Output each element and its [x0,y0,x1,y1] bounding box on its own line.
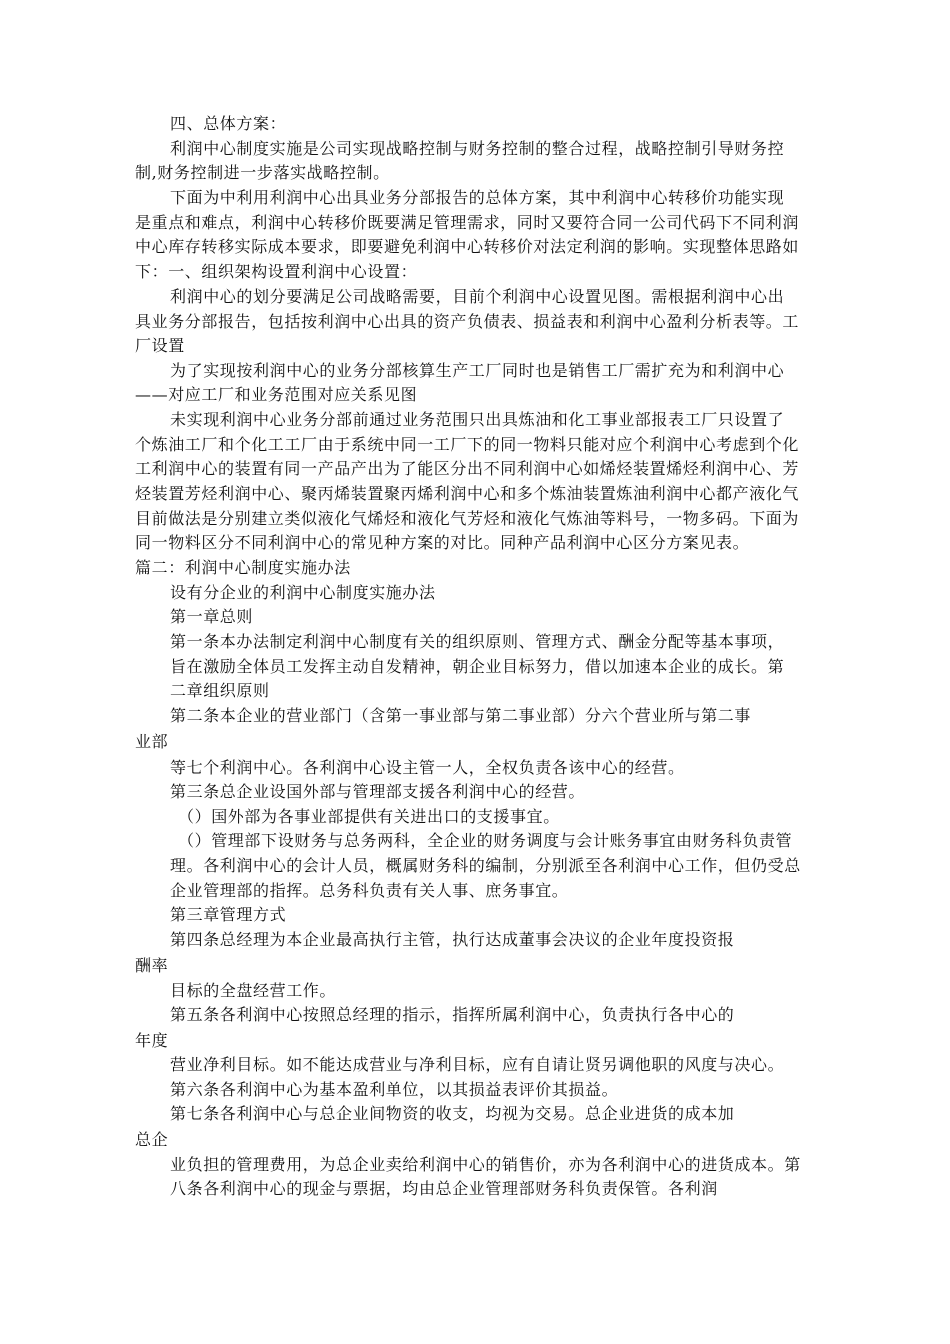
text-line: 目标的全盘经营工作。 [170,981,337,1000]
text-line: 第二条本企业的营业部门（含第一事业部与第二事业部）分六个营业所与第二事 [170,706,752,725]
text-line: 等七个利润中心。各利润中心设主管一人，全权负责各该中心的经营。 [170,758,685,777]
text-line: 为了实现按利润中心的业务分部核算生产工厂同时也是销售工厂需扩充为和利润中心 [170,361,785,380]
text-line: 未实现利润中心业务分部前通过业务范围只出具炼油和化工事业部报表工厂只设置了 [170,410,785,429]
chapter-heading: 第三章管理方式 [170,905,287,924]
text-line: 第四条总经理为本企业最高执行主管，执行达成董事会决议的企业年度投资报 [170,930,735,949]
text-line: 企业管理部的指挥。总务科负责有关人事、庶务事宜。 [170,881,569,900]
section-heading: 篇二：利润中心制度实施办法 [135,558,351,577]
text-line: 年度 [135,1031,169,1050]
section-heading: 四、总体方案： [170,114,287,133]
text-line: 旨在激励全体员工发挥主动自发精神，朝企业目标努力，借以加速本企业的成长。第 [170,657,785,676]
document-title: 设有分企业的利润中心制度实施办法 [170,583,436,602]
text-line: 第一条本办法制定利润中心制度有关的组织原则、管理方式、酬金分配等基本事项， [170,632,785,651]
text-line: 利润中心制度实施是公司实现战略控制与财务控制的整合过程，战略控制引导财务控 [170,139,785,158]
text-line: 总企 [135,1130,169,1149]
text-line: 烃装置芳烃利润中心、聚丙烯装置聚丙烯利润中心和多个炼油装置炼油利润中心都产液化气 [135,484,800,503]
text-line: 酬率 [135,956,169,975]
text-line: 利润中心的划分要满足公司战略需要，目前个利润中心设置见图。需根据利润中心出 [170,287,785,306]
text-line: 营业净利目标。如不能达成营业与净利目标，应有自请让贤另调他职的风度与决心。 [170,1055,785,1074]
text-line: 第五条各利润中心按照总经理的指示，指挥所属利润中心，负责执行各中心的 [170,1005,735,1024]
text-line: 个炼油工厂和个化工工厂由于系统中同一工厂下的同一物料只能对应个利润中心考虑到个化 [135,435,800,454]
text-line: ——对应工厂和业务范围对应关系见图 [135,385,418,404]
text-line: 第六条各利润中心为基本盈利单位，以其损益表评价其损益。 [170,1080,619,1099]
text-line: 业负担的管理费用，为总企业卖给利润中心的销售价，亦为各利润中心的进货成本。第 [170,1155,801,1174]
text-line: 下面为中利用利润中心出具业务分部报告的总体方案，其中利润中心转移价功能实现 [170,188,785,207]
text-line: 理。各利润中心的会计人员，概属财务科的编制，分别派至各利润中心工作，但仍受总 [170,856,801,875]
text-line: （）管理部下设财务与总务两科，全企业的财务调度与会计账务事宜由财务科负责管 [178,831,793,850]
chapter-heading: 第一章总则 [170,607,254,626]
text-line: 厂设置 [135,336,185,355]
text-line: 同一物料区分不同利润中心的常见种方案的对比。同种产品利润中心区分方案见表。 [135,533,750,552]
text-line: 具业务分部报告，包括按利润中心出具的资产负债表、损益表和利润中心盈利分析表等。工 [135,312,800,331]
text-line: 中心库存转移实际成本要求，即要避免利润中心转移价对法定利润的影响。实现整体思路如 [135,237,800,256]
text-line: 制,财务控制进一步落实战略控制。 [135,163,390,182]
text-line: 是重点和难点，利润中心转移价既要满足管理需求，同时又要符合同一公司代码下不同利润 [135,213,800,232]
text-line: 目前做法是分别建立类似液化气烯烃和液化气芳烃和液化气炼油等料号，一物多码。下面为 [135,509,800,528]
text-line: 第三条总企业设国外部与管理部支援各利润中心的经营。 [170,782,586,801]
text-line: 八条各利润中心的现金与票据，均由总企业管理部财务科负责保管。各利润 [170,1179,718,1198]
text-line: （）国外部为各事业部提供有关进出口的支援事宜。 [178,807,560,826]
text-line: 第七条各利润中心与总企业间物资的收支，均视为交易。总企业进货的成本加 [170,1104,735,1123]
text-line: 工利润中心的装置有同一产品产出为了能区分出不同利润中心如烯烃装置烯烃利润中心、芳 [135,459,800,478]
text-line: 业部 [135,732,169,751]
text-line: 二章组织原则 [170,681,270,700]
text-line: 下：一、组织架构设置利润中心设置： [135,262,418,281]
